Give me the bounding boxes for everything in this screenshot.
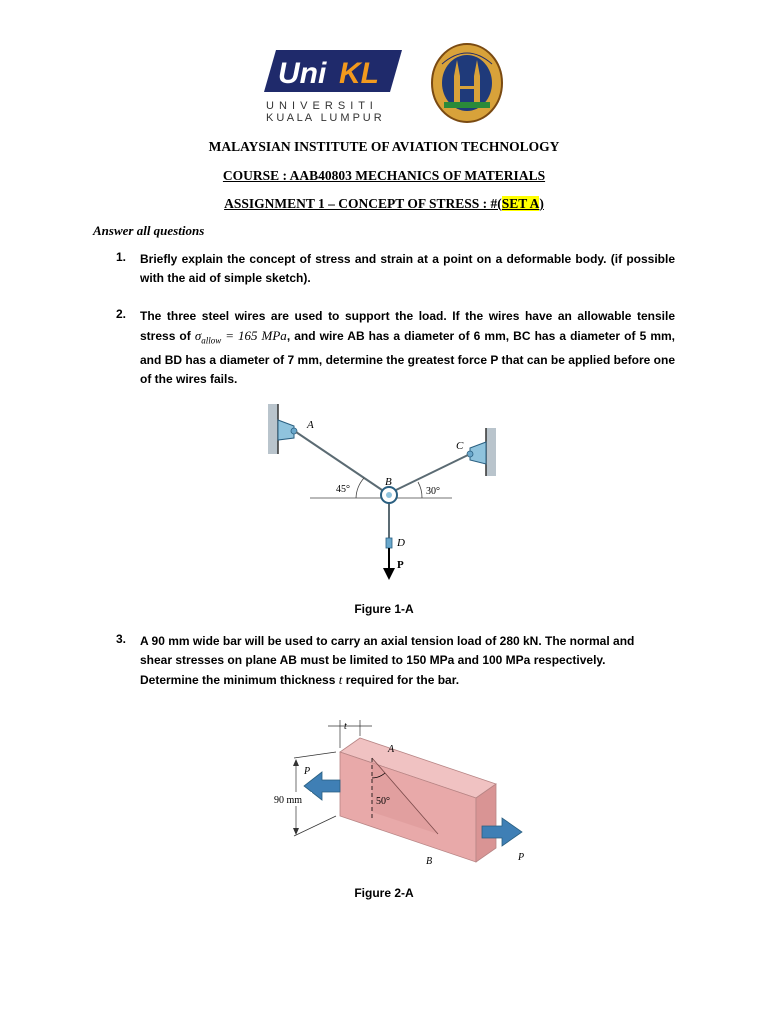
assignment-set-badge: SET A <box>501 196 540 211</box>
question-2-text-after: , and wire AB has a diameter of 6 mm, BC has a diameter of 5 mm, and BD has a diameter of 7 mm, determine the greatest force P that can be applied before one of the wires fails. <box>140 329 676 386</box>
logo-brand-uni: Uni <box>278 57 327 90</box>
label-p: P <box>397 559 404 571</box>
figure-2-diagram <box>268 712 538 872</box>
logo-line-universiti: U N I V E R S I T I <box>266 100 374 112</box>
course-title: COURSE : AAB40803 MECHANICS OF MATERIALS <box>222 168 546 183</box>
question-3-text <box>140 632 675 690</box>
unikl-wordmark <box>262 48 404 96</box>
sigma-allow-symbol: $\sigma_{allow} = 165$ MPa <box>194 328 287 346</box>
question-3-line-1: A 90 mm wide bar will be used to carry an axial tension load of 280 kN. The normal and <box>140 634 635 648</box>
bar-side-face <box>476 784 496 862</box>
width-dimension-label: 90 mm <box>274 795 303 806</box>
question-3-number: 3. <box>116 632 127 646</box>
angle-right-label: 30° <box>426 486 440 497</box>
question-1-number: 1. <box>116 250 127 264</box>
label-b-fig2: B <box>426 856 433 867</box>
logo-line-kuala-lumpur: K U A L A L U M P U R <box>266 112 382 124</box>
wire-bc <box>396 455 468 490</box>
instruction-text: Answer all questions <box>93 223 205 238</box>
label-c: C <box>456 440 464 452</box>
label-t: t <box>344 721 347 732</box>
assignment-prefix: ASSIGNMENT 1 – CONCEPT OF STRESS : #( <box>224 196 502 211</box>
label-b: B <box>385 476 392 488</box>
figure-1-diagram <box>260 398 510 583</box>
label-p-left: P <box>304 766 311 777</box>
label-a: A <box>307 419 314 431</box>
figure-2-caption: Figure 2-A <box>354 886 414 900</box>
wire-ab <box>296 432 382 490</box>
question-3-line-2: shear stresses on plane AB must be limited to 150 MPa and 100 MPa respectively. <box>140 653 606 667</box>
university-seal <box>430 42 504 124</box>
question-2-number: 2. <box>116 307 127 321</box>
label-a-fig2: A <box>388 744 395 755</box>
question-3-line-3: Determine the minimum thickness t required for the bar. <box>140 672 460 687</box>
question-2-text <box>140 307 675 389</box>
logo-brand-kl: KL <box>339 57 379 90</box>
figure-1-caption: Figure 1-A <box>354 602 414 616</box>
hook-d <box>386 538 392 548</box>
angle-label-fig2: 50° <box>376 796 390 807</box>
question-2-text-before: The three steel wires are used to support the load. If the wires have an allowable tensile stress of <box>140 309 675 343</box>
question-1-text: Briefly explain the concept of stress and strain at a point on a deformable body. (if possible with the aid of simple sketch). <box>140 252 675 285</box>
label-p-right: P <box>518 852 525 863</box>
assignment-title <box>0 196 768 212</box>
assignment-suffix: ) <box>539 196 544 211</box>
unikl-logo <box>262 48 404 128</box>
label-d: D <box>397 537 405 549</box>
thickness-variable: t <box>338 672 343 687</box>
right-wall <box>486 428 496 476</box>
institute-title: MALAYSIAN INSTITUTE OF AVIATION TECHNOLOGY <box>208 139 560 154</box>
left-wall <box>268 404 278 454</box>
angle-left-label: 45° <box>336 484 350 495</box>
